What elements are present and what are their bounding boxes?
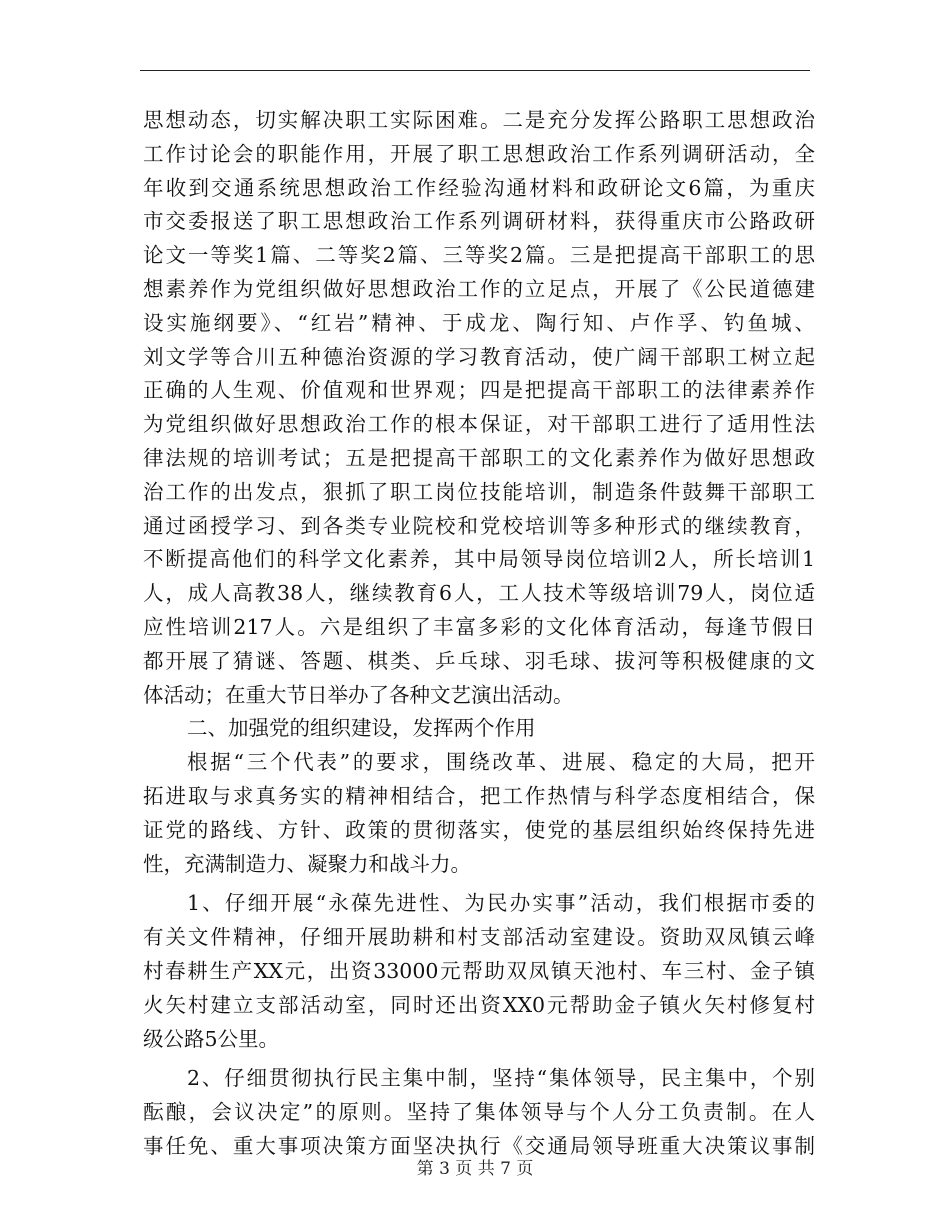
page-number-footer: 第 3 页 共 7 页 [416, 1159, 534, 1179]
text-line: 酝酿，会议决定”的原则。坚持了集体领导与个人分工负责制。在人 [143, 1100, 815, 1125]
text-line: 根据“三个代表”的要求，围绕改革、进展、稳定的大局，把开 [187, 750, 815, 775]
text-line: 通过函授学习、到各类专业院校和党校培训等多种形式的继续教育， [143, 513, 815, 538]
text-line: 村春耕生产XX元，出资33000元帮助双凤镇天池村、车三村、金子镇 [143, 958, 815, 983]
text-line: 人，成人高教38人，继续教育6人，工人技术等级培训79人，岗位适 [143, 581, 815, 606]
text-line: 1、仔细开展“永葆先进性、为民办实事”活动，我们根据市委的 [187, 891, 815, 916]
text-line: 应性培训217人。六是组织了丰富多彩的文化体育活动，每逢节假日 [143, 614, 815, 639]
text-line: 想素养作为党组织做好思想政治工作的立足点，开展了《公民道德建 [143, 276, 815, 301]
text-line: 不断提高他们的科学文化素养，其中局领导岗位培训2人，所长培训1 [143, 547, 815, 572]
text-line: 设实施纲要》、“红岩”精神、于成龙、陶行知、卢作孚、钓鱼城、 [143, 310, 815, 335]
text-line: 性，充满制造力、凝聚力和战斗力。 [143, 851, 471, 876]
text-line: 正确的人生观、价值观和世界观；四是把提高干部职工的法律素养作 [143, 378, 815, 403]
text-line: 都开展了猜谜、答题、棋类、乒乓球、羽毛球、拔河等积极健康的文 [143, 648, 815, 673]
text-line: 体活动；在重大节日举办了各种文艺演出活动。 [143, 682, 574, 707]
text-line: 火矢村建立支部活动室，同时还出资XX0元帮助金子镇火矢村修复村 [143, 992, 815, 1017]
paragraph-continuation [143, 104, 815, 712]
text-line: 证党的路线、方针、政策的贯彻落实，使党的基层组织始终保持先进 [143, 817, 815, 842]
text-line: 工作讨论会的职能作用，开展了职工思想政治工作系列调研活动，全 [143, 141, 815, 166]
text-line: 刘文学等合川五种德治资源的学习教育活动，使广阔干部职工树立起 [143, 344, 815, 369]
paragraph-item-2 [143, 1062, 815, 1163]
text-line: 治工作的出发点，狠抓了职工岗位技能培训，制造条件鼓舞干部职工 [143, 479, 815, 504]
paragraph-item-1 [143, 887, 815, 1056]
text-line: 律法规的培训考试；五是把提高干部职工的文化素养作为做好思想政 [143, 445, 815, 470]
text-line: 论文一等奖1篇、二等奖2篇、三等奖2篇。三是把提高干部职工的思 [143, 243, 815, 268]
text-line: 级公路5公里。 [143, 1026, 280, 1051]
text-line: 有关文件精神，仔细开展助耕和村支部活动室建设。资助双凤镇云峰 [143, 925, 815, 950]
document-body [143, 104, 815, 1164]
text-line: 拓进取与求真务实的精神相结合，把工作热情与科学态度相结合，保 [143, 783, 815, 808]
header-rule [140, 70, 810, 71]
text-line: 为党组织做好思想政治工作的根本保证，对干部职工进行了适用性法 [143, 412, 815, 437]
text-line: 市交委报送了职工思想政治工作系列调研材料，获得重庆市公路政研 [143, 209, 815, 234]
section-heading: 二、加强党的组织建设，发挥两个作用 [187, 716, 536, 741]
text-line: 事任免、重大事项决策方面坚决执行《交通局领导班重大决策议事制 [143, 1133, 815, 1158]
text-line: 2、仔细贯彻执行民主集中制，坚持“集体领导，民主集中，个别 [187, 1066, 815, 1091]
paragraph-three-represents [143, 746, 815, 881]
text-line: 年收到交通系统思想政治工作经验沟通材料和政研论文6篇，为重庆 [143, 175, 815, 200]
text-line: 思想动态，切实解决职工实际困难。二是充分发挥公路职工思想政治 [143, 108, 815, 132]
